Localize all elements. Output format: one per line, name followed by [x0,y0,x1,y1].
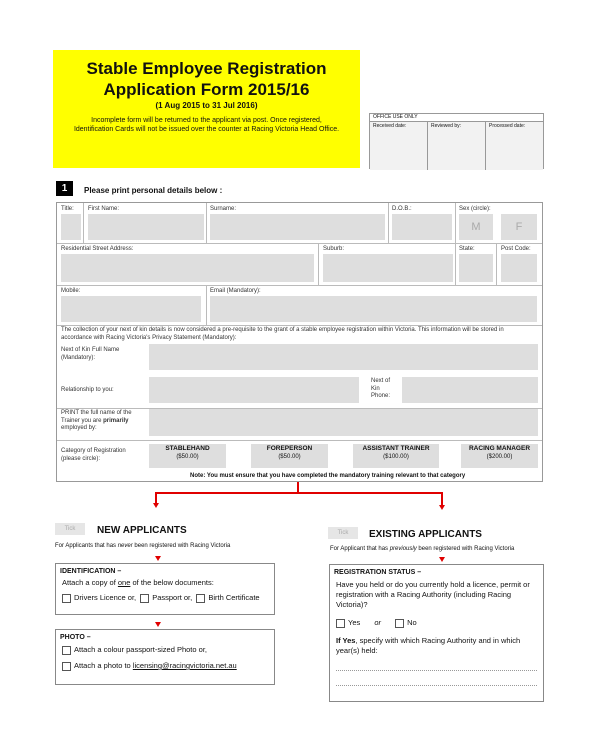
photo-label: Attach a colour passport-sized Photo or, [74,645,207,654]
or-label: or [374,618,382,627]
personal-details-form [56,202,543,482]
drivers-licence-checkbox[interactable] [62,594,71,603]
nok-phone-input[interactable] [402,377,538,403]
yes-label: Yes [348,618,361,627]
arrow-down-icon [155,556,161,561]
passport-label: Passport or, [152,593,193,602]
registration-status-title: REGISTRATION STATUS – [334,569,422,576]
office-use-title: OFFICE USE ONLY [370,114,543,122]
mobile-input[interactable] [61,296,201,322]
arrow-down-icon [439,505,445,510]
connector-line [155,492,443,494]
trainer-input[interactable] [149,409,538,436]
answer-line[interactable] [336,670,537,671]
first-name-label: First Name: [88,206,120,212]
new-applicants-tick-box[interactable]: Tick [55,523,85,535]
photo-email-label: Attach a photo to [74,661,131,670]
email-label: Email (Mandatory): [210,288,261,294]
birth-certificate-checkbox[interactable] [196,594,205,603]
postcode-label: Post Code: [501,246,531,252]
licensing-email-link[interactable]: licensing@racingvictoria.net.au [132,661,237,670]
form-header [53,50,360,168]
identification-title: IDENTIFICATION – [60,568,122,575]
sex-label: Sex (circle): [459,206,491,212]
received-date-field: Received date: [370,122,428,170]
registration-question: Have you held or do you currently hold a licence, permit or registration with a Racing Authority (including Racing Victoria)? [336,580,530,609]
nok-name-input[interactable] [149,344,538,370]
passport-checkbox[interactable] [140,594,149,603]
address-input[interactable] [61,254,314,282]
new-applicants-title: NEW APPLICANTS [97,525,187,536]
trainer-label: PRINT the full name of the Trainer you are primarily employed by: [61,410,132,431]
processed-date-field: Processed date: [486,122,543,170]
relationship-input[interactable] [149,377,359,403]
existing-applicants-tick-box[interactable]: Tick [328,527,358,539]
category-label: Category of Registration (please circle): [61,448,126,462]
category-racing-manager[interactable]: RACING MANAGER ($200.00) [461,444,538,468]
state-label: State: [459,246,475,252]
dob-input[interactable] [392,214,452,240]
nok-name-label: Next of Kin Full Name (Mandatory): [61,347,120,361]
identification-panel [55,563,275,615]
relationship-label: Relationship to you: [61,387,114,393]
office-use-box [369,113,544,169]
photo-email-checkbox[interactable] [62,662,71,671]
nok-statement: The collection of your next of kin details is now considered a pre-requisite to the grant of a stable employee registration within Victoria. This information will be stored in accordance with Racing Victoria's Privacy Statement (Mandatory): [61,327,504,341]
if-yes-instruction: If Yes, specify with which Racing Authority and in which year(s) held: [336,636,521,655]
birth-certificate-label: Birth Certificate [208,593,260,602]
arrow-down-icon [155,622,161,627]
new-applicants-subtitle: For Applicants that has never been registered with Racing Victoria [55,543,231,549]
drivers-licence-label: Drivers Licence or, [74,593,137,602]
photo-panel [55,629,275,685]
existing-applicants-title: EXISTING APPLICANTS [369,529,482,540]
suburb-label: Suburb: [323,246,345,252]
address-label: Residential Street Address: [61,246,134,252]
yes-checkbox[interactable] [336,619,345,628]
registration-status-panel [329,564,544,702]
section-title: Please print personal details below : [84,186,223,195]
form-period: (1 Aug 2015 to 31 Jul 2016) [155,101,258,110]
category-foreperson[interactable]: FOREPERSON ($50.00) [251,444,328,468]
surname-label: Surname: [210,206,237,212]
training-note: Note: You must ensure that you have completed the mandatory training relevant to that category [190,473,466,479]
mobile-label: Mobile: [61,288,81,294]
suburb-input[interactable] [323,254,453,282]
arrow-down-icon [439,557,445,562]
no-label: No [407,618,417,627]
section-number: 1 [56,181,73,196]
answer-line[interactable] [336,685,537,686]
connector-line [441,492,443,506]
title-label: Title: [61,206,74,212]
no-checkbox[interactable] [395,619,404,628]
form-notice: Incomplete form will be returned to the applicant via post. Once registered, Identification Cards will not be issued over the counter at Racing Victoria Head Office. [73,117,340,133]
first-name-input[interactable] [88,214,204,240]
photo-checkbox[interactable] [62,646,71,655]
dob-label: D.O.B.: [392,206,412,212]
reviewed-by-field: Reviewed by: [428,122,486,170]
arrow-down-icon [153,503,159,508]
identification-intro: Attach a copy of one of the below documents: [62,578,214,587]
surname-input[interactable] [210,214,385,240]
title-input[interactable] [61,214,81,240]
postcode-input[interactable] [501,254,537,282]
category-stablehand[interactable]: STABLEHAND ($50.00) [149,444,226,468]
photo-title: PHOTO – [60,634,91,641]
state-input[interactable] [459,254,493,282]
email-input[interactable] [210,296,537,322]
nok-phone-label: Next of Kin Phone: [371,378,391,399]
sex-m-option[interactable]: M [459,214,493,240]
form-title: Stable Employee Registration Application Form 2015/16 [86,59,327,99]
category-assistant-trainer[interactable]: ASSISTANT TRAINER ($100.00) [353,444,439,468]
existing-applicants-subtitle: For Applicant that has previously been registered with Racing Victoria [330,546,515,552]
sex-f-option[interactable]: F [501,214,537,240]
